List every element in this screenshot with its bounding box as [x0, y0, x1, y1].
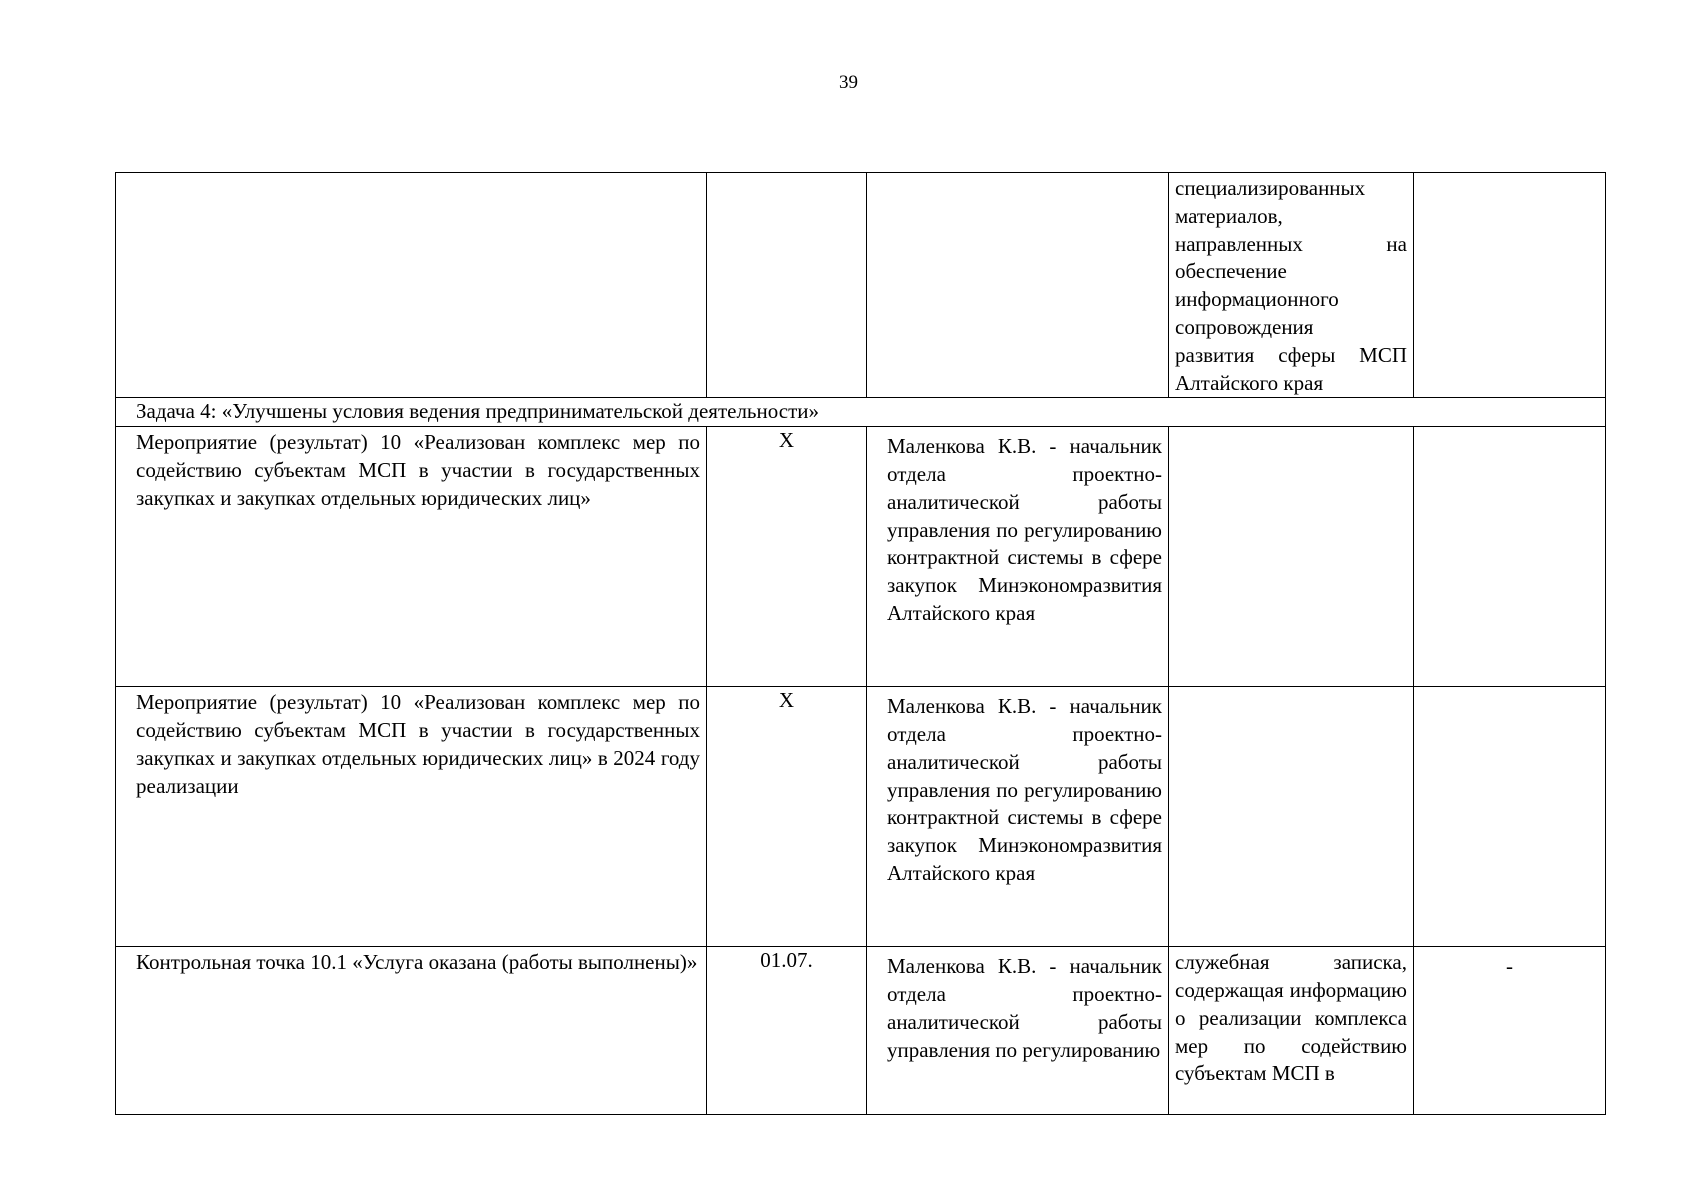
- table-row-task: [116, 398, 1606, 427]
- doc-line: направленных на: [1175, 231, 1407, 256]
- event-document: [1169, 427, 1414, 687]
- event-responsible: Маленкова К.В. - начальник отдела проектно-аналитической работы управления по регулированию контрактной системы в сфере закупок Минэкономразвития Алтайского края: [867, 687, 1169, 947]
- doc-line: специализированных: [1175, 176, 1366, 200]
- event-extra: [1414, 427, 1606, 687]
- event-responsible: Маленкова К.В. - начальник отдела проектно-аналитической работы управления по регулированию: [867, 947, 1169, 1115]
- cell-empty: [707, 173, 867, 398]
- cell-empty: [867, 173, 1169, 398]
- doc-line: развития сферы МСП: [1175, 342, 1407, 367]
- event-document: [1169, 687, 1414, 947]
- table-row: [116, 947, 1606, 1115]
- event-name: Мероприятие (результат) 10 «Реализован комплекс мер по содействию субъектам МСП в участии в государственных закупках и закупках отдельных юридических лиц» в 2024 году реализации: [116, 687, 707, 947]
- doc-line: информационного: [1175, 287, 1339, 312]
- events-table: [115, 172, 1606, 1115]
- task-heading: Задача 4: «Улучшены условия ведения предпринимательской деятельности»: [116, 398, 1606, 427]
- cell-empty: [1414, 173, 1606, 398]
- event-responsible: Маленкова К.В. - начальник отдела проектно-аналитической работы управления по регулированию контрактной системы в сфере закупок Минэкономразвития Алтайского края: [867, 427, 1169, 687]
- cell-empty: [116, 173, 707, 398]
- table-row: [116, 687, 1606, 947]
- event-document: служебная записка, содержащая информацию о реализации комплекса мер по содействию субъектам МСП в: [1169, 947, 1414, 1115]
- event-extra: [1414, 687, 1606, 947]
- doc-line: сопровождения: [1175, 314, 1314, 339]
- page-number: 39: [839, 72, 858, 93]
- cell-document-continued: [1169, 173, 1414, 398]
- event-extra: -: [1414, 947, 1606, 1115]
- table-row: [116, 427, 1606, 687]
- doc-line: Алтайского края: [1175, 370, 1324, 395]
- event-date: X: [707, 427, 867, 687]
- event-date: X: [707, 687, 867, 947]
- event-name: Контрольная точка 10.1 «Услуга оказана (работы выполнены)»: [116, 947, 707, 1115]
- doc-line: материалов,: [1175, 203, 1283, 228]
- event-date: 01.07.: [707, 947, 867, 1115]
- event-name: Мероприятие (результат) 10 «Реализован комплекс мер по содействию субъектам МСП в участии в государственных закупках и закупках отдельных юридических лиц»: [116, 427, 707, 687]
- table-row-continuation: [116, 173, 1606, 398]
- doc-line: обеспечение: [1175, 259, 1287, 284]
